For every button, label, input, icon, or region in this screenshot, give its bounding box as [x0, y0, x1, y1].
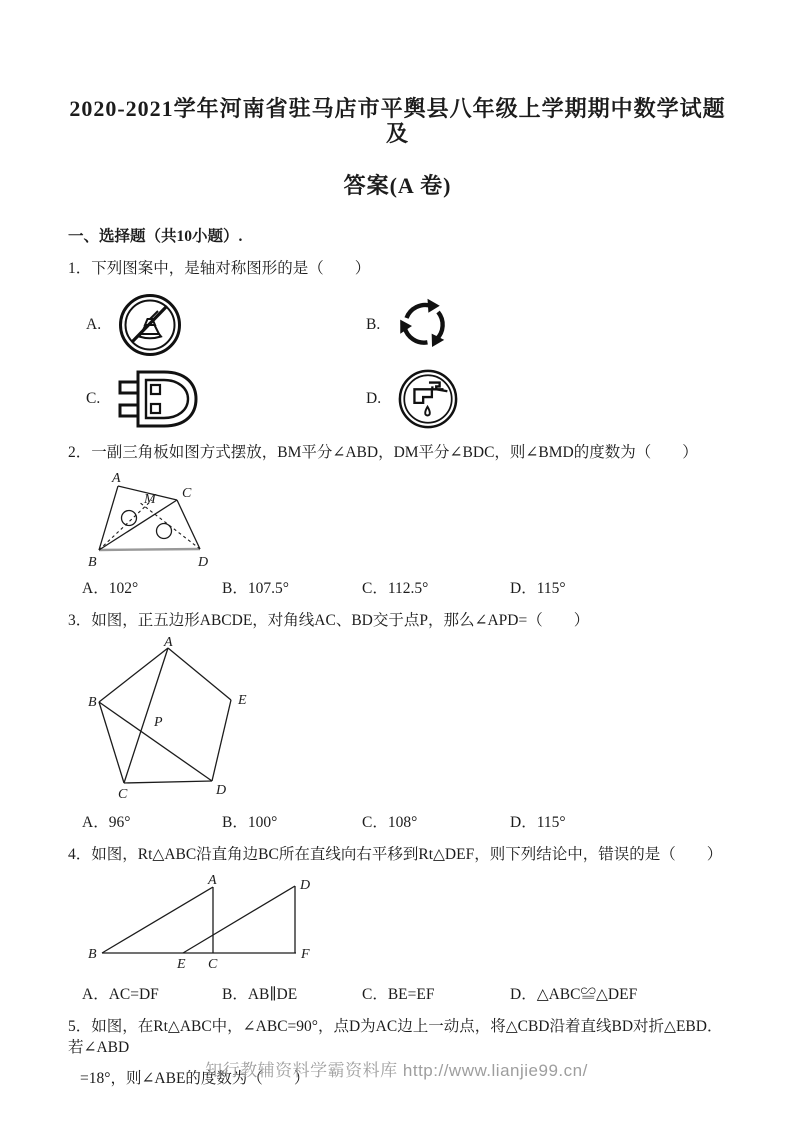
q4-label-F: F: [301, 946, 310, 962]
q3-label-A: A: [164, 635, 173, 650]
q1-option-c: [86, 368, 366, 430]
q1-option-a: [86, 292, 366, 358]
q2-option-b: B．107.5°: [222, 579, 289, 597]
question-3-figure: [88, 636, 256, 808]
question-4-text: 4．如图，Rt△ABC沿直角边BC所在直线向右平移到Rt△DEF，则下列结论中，错误的是（ ）: [68, 845, 723, 863]
q1-option-c-label: C.: [86, 389, 101, 407]
section-heading: 一、选择题（共10小题）.: [68, 227, 243, 245]
q2-label-M: M: [144, 491, 156, 507]
q4-option-d: D．△ABC≌△DEF: [510, 985, 638, 1003]
q2-label-C: C: [182, 485, 192, 501]
question-2-text: 2．一副三角板如图方式摆放，BM平分∠ABD，DM平分∠BDC，则∠BMD的度数为（ ）: [68, 443, 698, 461]
q1-option-b: [366, 292, 727, 358]
question-3-text: 3．如图，正五边形ABCDE，对角线AC、BD交于点P，那么∠APD=（ ）: [68, 611, 590, 629]
q4-label-C: C: [208, 956, 218, 970]
q4-option-a: A．AC=DF: [82, 985, 159, 1003]
title-line-1: 2020-2021学年河南省驻马店市平舆县八年级上学期期中数学试题及: [69, 96, 726, 147]
q4-label-B: B: [88, 946, 97, 962]
q4-label-A: A: [208, 873, 217, 888]
q3-option-b: B．100°: [222, 813, 278, 831]
footer-watermark: 知行教辅资料学霸资料库 http://www.lianjie99.cn/: [205, 1061, 588, 1080]
question-3-options: [68, 810, 727, 832]
q3-label-P: P: [154, 714, 163, 730]
page-title: [68, 96, 727, 198]
q3-label-B: B: [88, 694, 97, 710]
q4-label-E: E: [177, 956, 186, 970]
question-1-image-options: [68, 292, 727, 430]
question-4-figure: [84, 874, 316, 970]
q3-label-E: E: [238, 692, 247, 708]
q2-label-A: A: [112, 470, 121, 486]
question-4-options: [68, 982, 727, 1004]
question-5-text-line2: =18°，则∠ABE的度数为（ ）: [80, 1070, 310, 1088]
q4-option-b: B．AB∥DE: [222, 985, 298, 1003]
q2-option-d: D．115°: [510, 579, 566, 597]
question-1-text: 1．下列图案中，是轴对称图形的是（ ）: [68, 259, 371, 277]
q1-option-d: [366, 368, 727, 430]
q2-label-B: B: [88, 554, 97, 570]
recycle-arrows-icon: [396, 297, 452, 353]
question-2-figure: [84, 470, 234, 572]
q1-option-d-label: D.: [366, 389, 382, 407]
q4-option-c: C．BE=EF: [362, 985, 435, 1003]
q3-label-D: D: [216, 782, 227, 798]
no-alcohol-lamp-sign-icon: [117, 292, 183, 358]
q1-option-a-label: A.: [86, 315, 102, 333]
q3-option-a: A．96°: [82, 813, 131, 831]
q2-option-a: A．102°: [82, 579, 139, 597]
title-line-2: 答案(A 卷): [343, 172, 452, 198]
q2-option-c: C．112.5°: [362, 579, 429, 597]
faucet-drip-icon: [397, 368, 459, 430]
q3-label-C: C: [118, 786, 128, 802]
question-5-text-line1: 5．如图，在Rt△ABC中，∠ABC=90°，点D为AC边上一动点，将△CBD沿着直线BD对折△EBD．若∠ABD: [68, 1017, 723, 1056]
question-2-options: [68, 576, 727, 598]
q1-option-b-label: B.: [366, 315, 381, 333]
q3-option-c: C．108°: [362, 813, 418, 831]
q2-label-D: D: [198, 554, 209, 570]
q3-option-d: D．115°: [510, 813, 566, 831]
electric-plug-icon: [116, 369, 200, 429]
q4-label-D: D: [300, 877, 311, 893]
